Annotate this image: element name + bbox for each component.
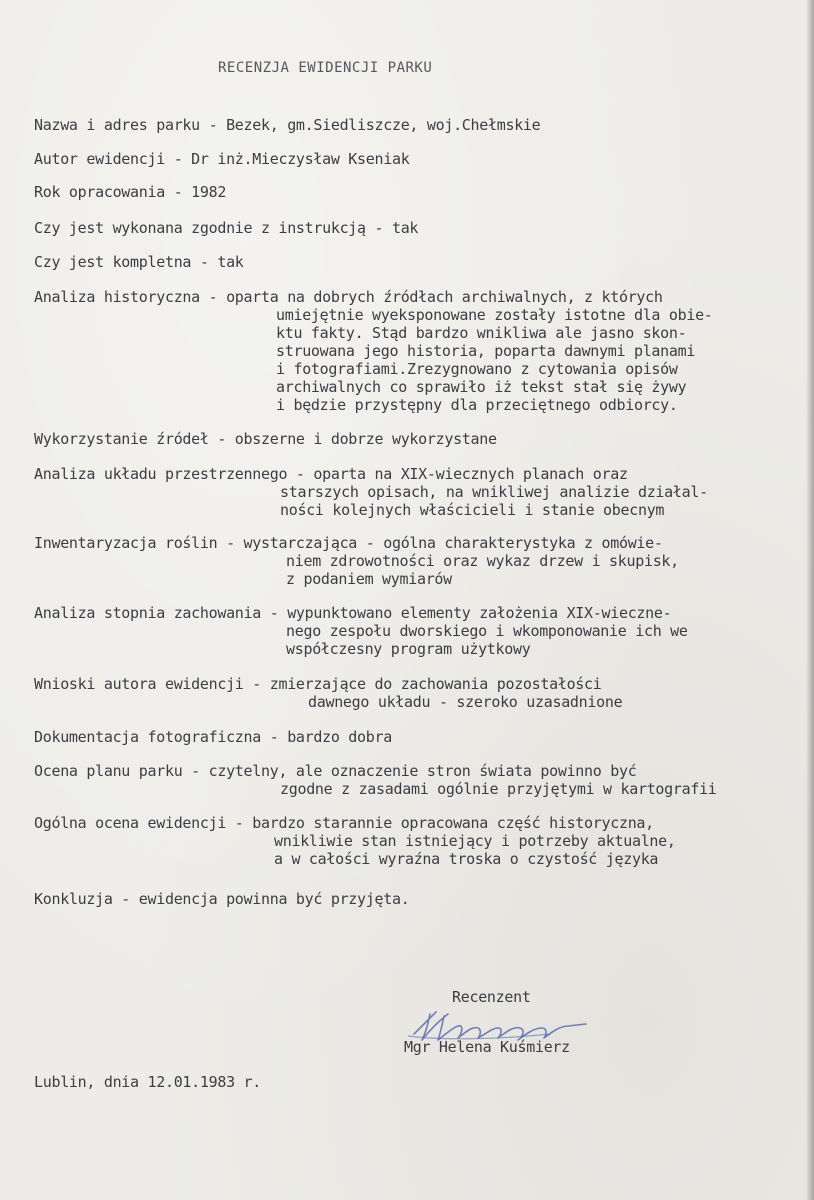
reviewer-label: Recenzent: [452, 988, 531, 1006]
historical-analysis-cont-2: ktu fakty. Stąd bardzo wnikliwa ale jasno skon-: [276, 324, 687, 342]
preservation-analysis-line: Analiza stopnia zachowania - wypunktowano elementy założenia XIX-wieczne-: [34, 604, 672, 622]
plant-inventory-cont-1: niem zdrowotności oraz wykaz drzew i skupisk,: [286, 552, 679, 570]
park-name-line: Nazwa i adres parku - Bezek, gm.Siedliszcze, woj.Chełmskie: [34, 116, 541, 134]
sources-line: Wykorzystanie źródeł - obszerne i dobrze wykorzystane: [34, 430, 497, 448]
spatial-analysis-cont-2: ności kolejnych właścicieli i stanie obecnym: [280, 501, 665, 519]
historical-analysis-cont-6: i będzie przystępny dla przeciętnego odbiorcy.: [276, 396, 678, 414]
overall-rating-cont-1: wnikliwie stan istniejący i potrzeby aktualne,: [274, 832, 676, 850]
historical-analysis-line: Analiza historyczna - oparta na dobrych źródłach archiwalnych, z których: [34, 288, 663, 306]
completeness-line: Czy jest kompletna - tak: [34, 253, 244, 271]
historical-analysis-cont-3: struowana jego historia, poparta dawnymi planami: [276, 342, 696, 360]
plant-inventory-cont-2: z podaniem wymiarów: [286, 570, 452, 588]
historical-analysis-cont-1: umiejętnie wyeksponowane zostały istotne dla obie-: [276, 306, 713, 324]
overall-rating-cont-2: a w całości wyraźna troska o czystość języka: [274, 850, 659, 868]
reviewer-name: Mgr Helena Kuśmierz: [404, 1038, 570, 1056]
year-line: Rok opracowania - 1982: [34, 183, 227, 201]
plant-inventory-line: Inwentaryzacja roślin - wystarczająca - ogólna charakterystyka z omówie-: [34, 534, 663, 552]
conclusion-line: Konkluzja - ewidencja powinna być przyjęta.: [34, 890, 410, 908]
conclusions-line: Wnioski autora ewidencji - zmierzające do zachowania pozostałości: [34, 675, 602, 693]
historical-analysis-cont-4: i fotografiami.Zrezygnowano z cytowania opisów: [276, 360, 678, 378]
page-edge-shadow: [806, 0, 814, 1200]
conclusions-cont-1: dawnego układu - szeroko uzasadnione: [308, 693, 623, 711]
photo-documentation-line: Dokumentacja fotograficzna - bardzo dobra: [34, 728, 392, 746]
overall-rating-line: Ogólna ocena ewidencji - bardzo starannie opracowana część historyczna,: [34, 814, 654, 832]
preservation-analysis-cont-2: współczesny program użytkowy: [286, 640, 531, 658]
historical-analysis-cont-5: archiwalnych co sprawiło iż tekst stał się żywy: [276, 378, 687, 396]
spatial-analysis-line: Analiza układu przestrzennego - oparta na XIX-wiecznych planach oraz: [34, 465, 628, 483]
instruction-compliance-line: Czy jest wykonana zgodnie z instrukcją - tak: [34, 219, 419, 237]
author-line: Autor ewidencji - Dr inż.Mieczysław Kseniak: [34, 150, 410, 168]
place-date: Lublin, dnia 12.01.1983 r.: [34, 1073, 262, 1091]
spatial-analysis-cont-1: starszych opisach, na wnikliwej analizie działal-: [280, 483, 708, 501]
preservation-analysis-cont-1: nego zespołu dworskiego i wkomponowanie ich we: [286, 622, 688, 640]
document-title: RECENZJA EWIDENCJI PARKU: [218, 60, 433, 76]
park-plan-line: Ocena planu parku - czytelny, ale oznaczenie stron świata powinno być: [34, 762, 637, 780]
park-plan-cont-1: zgodne z zasadami ogólnie przyjętymi w kartografii: [280, 780, 717, 798]
